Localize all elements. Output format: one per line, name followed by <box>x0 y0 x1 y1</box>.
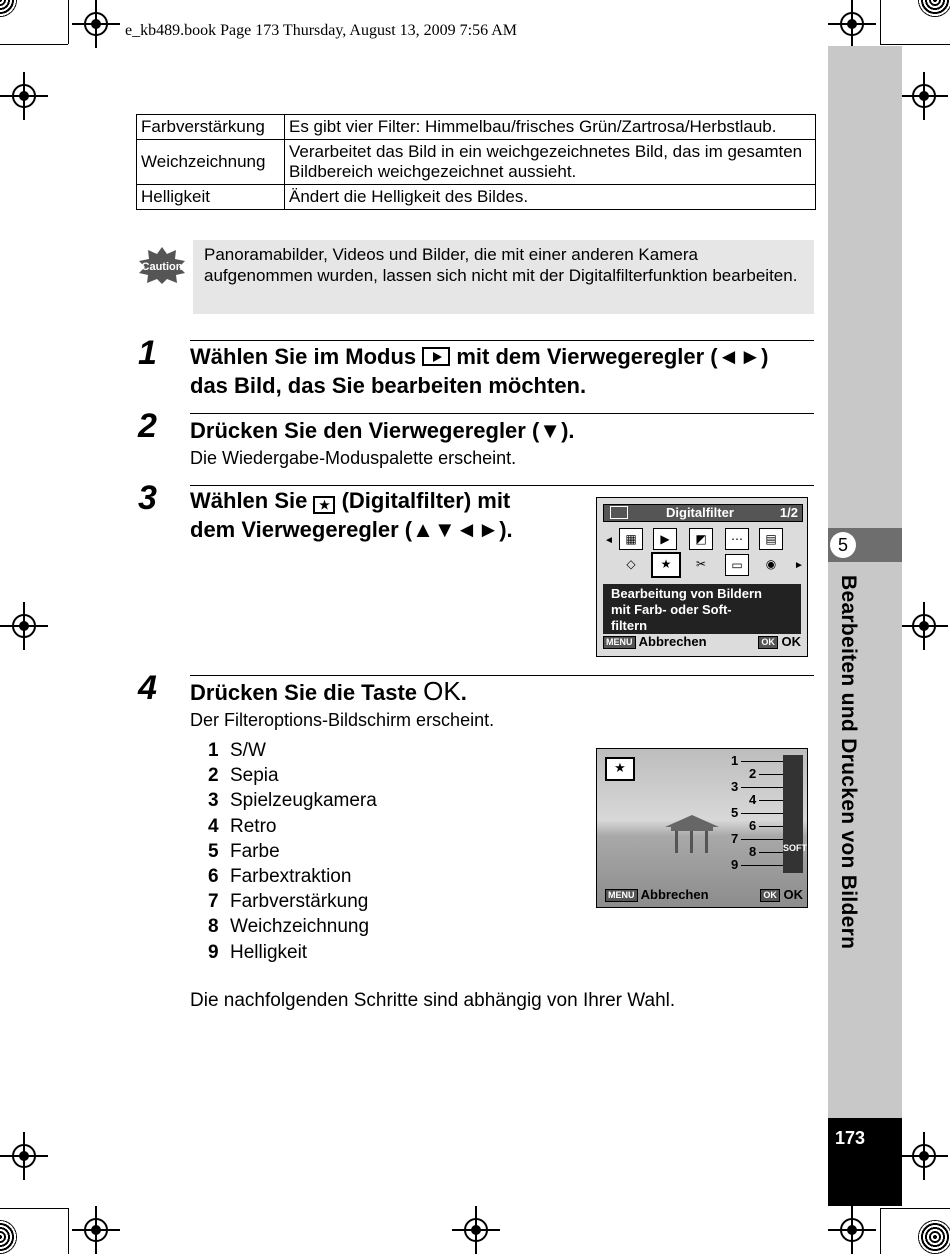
ok-button-icon: OK <box>760 889 780 902</box>
digital-filter-icon: ★ <box>313 496 335 514</box>
screen-titlebar: Digitalfilter 1/2 <box>603 504 803 522</box>
filter-tile-icon: ▦ <box>619 528 643 550</box>
print-header: e_kb489.book Page 173 Thursday, August 13, 2009 7:56 AM <box>125 22 517 39</box>
option-number: 4 <box>749 792 757 807</box>
table-cell-desc: Verarbeitet das Bild in ein weichgezeichnetes Bild, das im gesamten Bildbereich weichgezeichnet aussieht. <box>285 140 816 185</box>
slideshow-tile-icon: ⋯ <box>725 528 749 550</box>
registration-ring-icon <box>0 1220 17 1254</box>
filter-options-list <box>208 738 377 965</box>
filter-table <box>136 114 816 210</box>
screen-footer <box>605 887 803 902</box>
cut-tile-icon: ✂ <box>695 557 707 571</box>
list-item: 5 Farbe <box>208 840 280 862</box>
crosshair-icon <box>464 1218 488 1242</box>
crosshair-icon <box>12 84 36 108</box>
screen-description: Bearbeitung von Bildern mit Farb- oder Soft- filtern <box>603 584 801 634</box>
ok-label: OK <box>783 887 803 902</box>
ok-label: OK <box>781 634 801 649</box>
list-item: 3 Spielzeugkamera <box>208 790 377 812</box>
cancel-label: Abbrechen <box>640 887 709 902</box>
table-row <box>137 115 816 140</box>
closing-note: Die nachfolgenden Schritte sind abhängig von Ihrer Wahl. <box>190 990 676 1011</box>
caution-text: Panoramabilder, Videos und Bilder, die mit einer anderen Kamera aufgenommen wurden, lassen sich nicht mit der Digitalfilterfunktion bearbeiten. <box>204 245 798 285</box>
option-number: 6 <box>749 818 757 833</box>
crosshair-icon <box>84 1218 108 1242</box>
rotate-tile-icon: ◇ <box>626 557 636 571</box>
option-number: 9 <box>731 857 739 872</box>
resize-tile-icon: ◩ <box>689 528 713 550</box>
soft-label: SOFT <box>783 843 807 853</box>
step-number: 3 <box>138 479 157 517</box>
list-item: 6 Farbextraktion <box>208 866 352 888</box>
list-item: 7 Farbverstärkung <box>208 891 369 913</box>
chapter-number: 5 <box>830 532 856 558</box>
option-number: 5 <box>731 805 739 820</box>
crosshair-icon <box>912 1144 936 1168</box>
list-item: 9 Helligkeit <box>208 941 308 963</box>
table-cell-desc: Es gibt vier Filter: Himmelbau/frisches Grün/Zartrosa/Herbstlaub. <box>285 115 816 140</box>
option-number: 7 <box>731 831 739 846</box>
playback-icon <box>422 347 450 366</box>
digital-filter-icon: ★ <box>605 757 635 781</box>
option-number: 2 <box>749 766 757 781</box>
digital-filter-tile-icon: ★ <box>651 552 681 578</box>
chapter-title: Bearbeiten und Drucken von Bildern <box>837 575 860 950</box>
menu-button-icon: MENU <box>605 889 638 902</box>
step-number: 1 <box>138 334 157 372</box>
crosshair-icon <box>840 1218 864 1242</box>
crosshair-icon <box>912 84 936 108</box>
frame-tile-icon: ▭ <box>725 554 749 576</box>
registration-ring-icon <box>0 0 17 17</box>
crosshair-icon <box>84 12 108 36</box>
table-row <box>137 140 816 185</box>
menu-button-icon: MENU <box>603 636 636 649</box>
step-title: Wählen Sie im Modus mit dem Vierwegeregler (◄►) das Bild, das Sie bearbeiten möchten. <box>190 344 769 398</box>
playback-tile-icon: ▶ <box>653 528 677 550</box>
filter-options-screen <box>596 748 808 908</box>
arrow-left-icon: ◄ <box>604 535 614 546</box>
table-row <box>137 185 816 210</box>
ok-button-label: OK <box>423 676 461 706</box>
step-number: 4 <box>138 669 157 707</box>
step-title: Drücken Sie den Vierwegeregler (▼). <box>190 418 575 443</box>
list-item: 8 Weichzeichnung <box>208 916 370 938</box>
step-body: Die Wiedergabe-Moduspalette erscheint. <box>190 448 517 468</box>
step-title: Wählen Sie ★ (Digitalfilter) mit dem Vierwegeregler (▲▼◄►). <box>190 488 513 542</box>
crosshair-icon <box>840 12 864 36</box>
print-tile-icon: ▤ <box>759 528 783 550</box>
list-item: 2 Sepia <box>208 765 279 787</box>
list-item: 1 S/W <box>208 740 266 761</box>
arrow-right-icon: ► <box>794 560 804 571</box>
step-body: Der Filteroptions-Bildschirm erscheint. <box>190 710 495 730</box>
ok-button-icon: OK <box>758 636 778 649</box>
table-cell-name: Weichzeichnung <box>137 140 285 185</box>
crosshair-icon <box>12 1144 36 1168</box>
screen-footer <box>603 634 801 652</box>
crosshair-icon <box>12 614 36 638</box>
registration-ring-icon <box>918 0 950 17</box>
playback-icon <box>610 506 628 519</box>
registration-ring-icon <box>918 1220 950 1254</box>
redeye-tile-icon: ◉ <box>765 557 777 571</box>
option-number: 3 <box>731 779 739 794</box>
option-number: 8 <box>749 844 757 859</box>
option-number: 1 <box>731 753 739 768</box>
table-cell-desc: Ändert die Helligkeit des Bildes. <box>285 185 816 210</box>
pier-photo-icon <box>657 805 727 855</box>
step-title: Drücken Sie die Taste OK. <box>190 676 467 706</box>
page-number: 173 <box>835 1128 866 1148</box>
caution-icon <box>138 246 186 284</box>
digital-filter-screen <box>596 497 808 657</box>
cancel-label: Abbrechen <box>638 634 707 649</box>
filter-strip <box>783 755 803 873</box>
table-cell-name: Helligkeit <box>137 185 285 210</box>
list-item: 4 Retro <box>208 815 277 837</box>
crosshair-icon <box>912 614 936 638</box>
table-cell-name: Farbverstärkung <box>137 115 285 140</box>
caution-label: Caution <box>141 261 183 273</box>
step-number: 2 <box>138 407 157 445</box>
